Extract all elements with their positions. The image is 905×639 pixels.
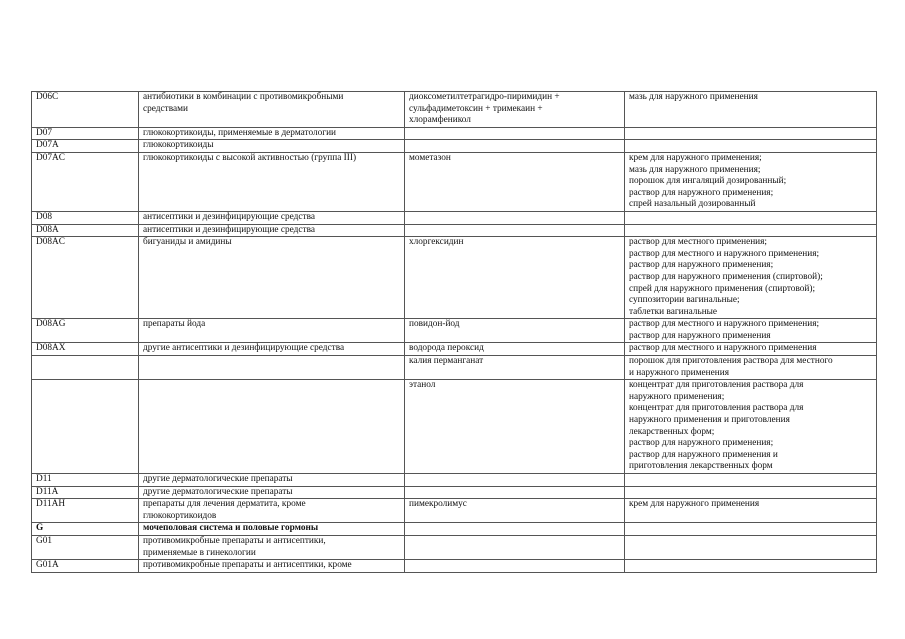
table-row: [32, 211, 877, 224]
anatomical-group-cell: препараты йода: [139, 319, 405, 343]
anatomical-group-cell: мочеполовая система и половые гормоны: [139, 523, 405, 536]
substance-name-cell: повидон-йод: [405, 319, 625, 343]
atc-code-cell: D11AH: [32, 499, 139, 523]
table-row: [32, 237, 877, 319]
table-row: [32, 127, 877, 140]
dosage-form-cell: [625, 523, 877, 536]
substance-name-cell: [405, 486, 625, 499]
table-row: [32, 140, 877, 153]
anatomical-group-cell: [139, 380, 405, 474]
table-row: [32, 152, 877, 211]
dosage-form-cell: [625, 535, 877, 559]
anatomical-group-cell: глюкокортикоиды с высокой активностью (группа III): [139, 152, 405, 211]
dosage-form-cell: крем для наружного применения; мазь для наружного применения; порошок для ингаляций дозированный; раствор для наружного применения; спрей назальный дозированный: [625, 152, 877, 211]
table-row: [32, 343, 877, 356]
table-row: [32, 499, 877, 523]
substance-name-cell: водорода пероксид: [405, 343, 625, 356]
dosage-form-cell: [625, 211, 877, 224]
table-row: [32, 356, 877, 380]
table-row: [32, 224, 877, 237]
anatomical-group-cell: противомикробные препараты и антисептики, применяемые в гинекологии: [139, 535, 405, 559]
atc-code-cell: D06C: [32, 92, 139, 128]
dosage-form-cell: раствор для местного и наружного применения; раствор для наружного применения: [625, 319, 877, 343]
dosage-form-cell: раствор для местного применения; раствор для местного и наружного применения; раствор для наружного применения; раствор для наружного применения (спиртовой); спрей для наружного применения (спиртовой); суппозитории вагинальные; таблетки вагинальные: [625, 237, 877, 319]
anatomical-group-cell: глюкокортикоиды, применяемые в дерматологии: [139, 127, 405, 140]
atc-code-cell: D08AC: [32, 237, 139, 319]
table-row: [32, 560, 877, 573]
atc-code-cell: D08AG: [32, 319, 139, 343]
atc-code-cell: D07AC: [32, 152, 139, 211]
anatomical-group-cell: [139, 356, 405, 380]
anatomical-group-cell: другие дерматологические препараты: [139, 486, 405, 499]
table-row: [32, 92, 877, 128]
dosage-form-cell: [625, 127, 877, 140]
dosage-form-cell: [625, 224, 877, 237]
substance-name-cell: этанол: [405, 380, 625, 474]
substance-name-cell: калия перманганат: [405, 356, 625, 380]
substance-name-cell: [405, 535, 625, 559]
atc-code-cell: [32, 380, 139, 474]
dosage-form-cell: концентрат для приготовления раствора для наружного применения; концентрат для приготовления раствора для наружного применения и приготовления лекарственных форм; раствор для наружного применения; раствор для наружного применения и приготовления лекарственных форм: [625, 380, 877, 474]
dosage-form-cell: порошок для приготовления раствора для местного и наружного применения: [625, 356, 877, 380]
table-row: [32, 319, 877, 343]
dosage-form-cell: [625, 560, 877, 573]
table-row: [32, 474, 877, 487]
dosage-form-cell: мазь для наружного применения: [625, 92, 877, 128]
atc-code-cell: D08A: [32, 224, 139, 237]
table-row: [32, 380, 877, 474]
dosage-form-cell: [625, 486, 877, 499]
table-body: [32, 92, 877, 573]
anatomical-group-cell: противомикробные препараты и антисептики, кроме: [139, 560, 405, 573]
substance-name-cell: [405, 560, 625, 573]
atc-code-cell: D08AX: [32, 343, 139, 356]
atc-code-cell: [32, 356, 139, 380]
substance-name-cell: [405, 140, 625, 153]
anatomical-group-cell: бигуаниды и амидины: [139, 237, 405, 319]
anatomical-group-cell: антибиотики в комбинации с противомикробными средствами: [139, 92, 405, 128]
atc-code-cell: D08: [32, 211, 139, 224]
substance-name-cell: хлоргексидин: [405, 237, 625, 319]
substance-name-cell: [405, 127, 625, 140]
anatomical-group-cell: антисептики и дезинфицирующие средства: [139, 211, 405, 224]
substance-name-cell: мометазон: [405, 152, 625, 211]
substance-name-cell: [405, 474, 625, 487]
anatomical-group-cell: глюкокортикоиды: [139, 140, 405, 153]
substance-name-cell: [405, 523, 625, 536]
dosage-form-cell: [625, 474, 877, 487]
table-row: [32, 486, 877, 499]
atc-code-cell: D11: [32, 474, 139, 487]
substance-name-cell: [405, 211, 625, 224]
dosage-form-cell: раствор для местного и наружного применения: [625, 343, 877, 356]
substance-name-cell: диоксометилтетрагидро-пиримидин + сульфадиметоксин + тримекаин + хлорамфеникол: [405, 92, 625, 128]
substance-name-cell: пимекролимус: [405, 499, 625, 523]
atc-code-cell: D07A: [32, 140, 139, 153]
table-row: [32, 523, 877, 536]
atc-code-cell: D11A: [32, 486, 139, 499]
table-row: [32, 535, 877, 559]
atc-code-cell: G: [32, 523, 139, 536]
dosage-form-cell: [625, 140, 877, 153]
atc-code-cell: G01A: [32, 560, 139, 573]
dosage-form-cell: крем для наружного применения: [625, 499, 877, 523]
substance-name-cell: [405, 224, 625, 237]
anatomical-group-cell: другие антисептики и дезинфицирующие средства: [139, 343, 405, 356]
atc-code-cell: G01: [32, 535, 139, 559]
atc-code-cell: D07: [32, 127, 139, 140]
anatomical-group-cell: препараты для лечения дерматита, кроме глюкокортикоидов: [139, 499, 405, 523]
drug-classification-table: [31, 91, 877, 573]
anatomical-group-cell: антисептики и дезинфицирующие средства: [139, 224, 405, 237]
anatomical-group-cell: другие дерматологические препараты: [139, 474, 405, 487]
